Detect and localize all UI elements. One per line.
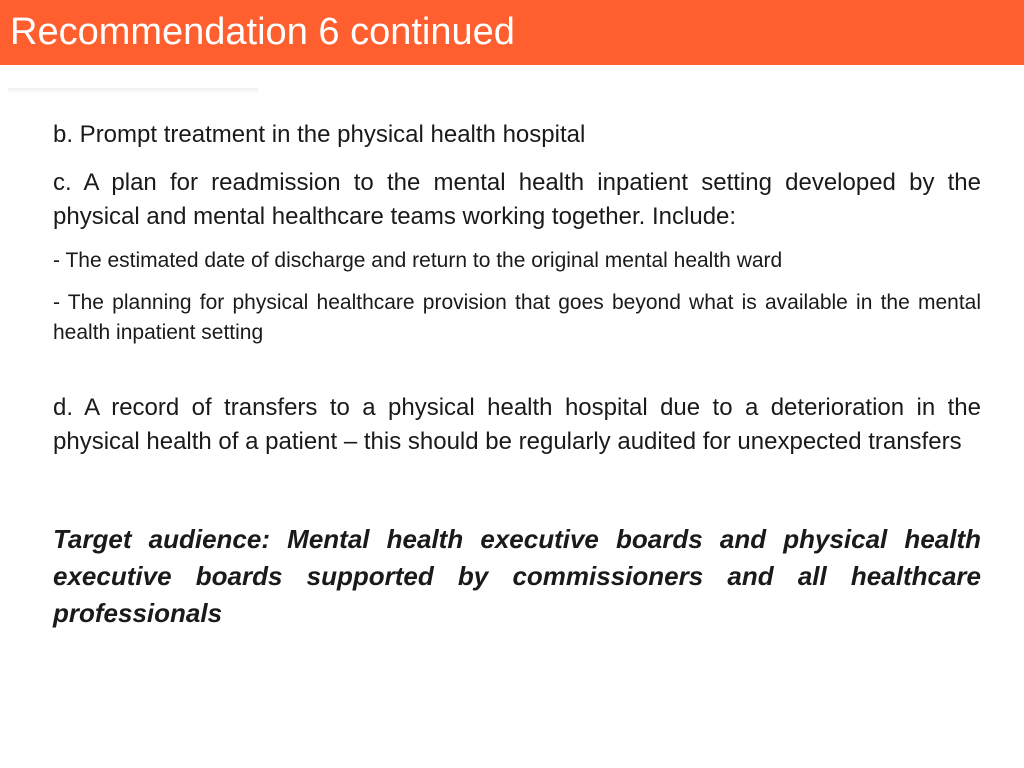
item-c-text: c. A plan for readmission to the mental health inpatient setting developed by the physical and mental healthcare teams working together. Include:: [53, 169, 981, 230]
slide-title: Recommendation 6 continued: [10, 11, 515, 53]
item-d-text: d. A record of transfers to a physical health hospital due to a deterioration in the physical health of a patient – this should be regularly audited for unexpected transfers: [53, 394, 981, 455]
target-audience-text: Target audience: Mental health executive boards and physical health executive boards supported by commissioners and all healthcare professionals: [53, 524, 981, 628]
sub-item-physical-healthcare-planning: - The planning for physical healthcare provision that goes beyond what is available in the mental health inpatient setting: [53, 291, 981, 344]
slide-body: [53, 118, 981, 632]
sub-item-discharge-date: - The estimated date of discharge and return to the original mental health ward: [53, 249, 783, 272]
title-bar: [0, 0, 1024, 65]
title-underline-shadow: [8, 88, 258, 94]
item-b-text: b. Prompt treatment in the physical health hospital: [53, 121, 586, 148]
